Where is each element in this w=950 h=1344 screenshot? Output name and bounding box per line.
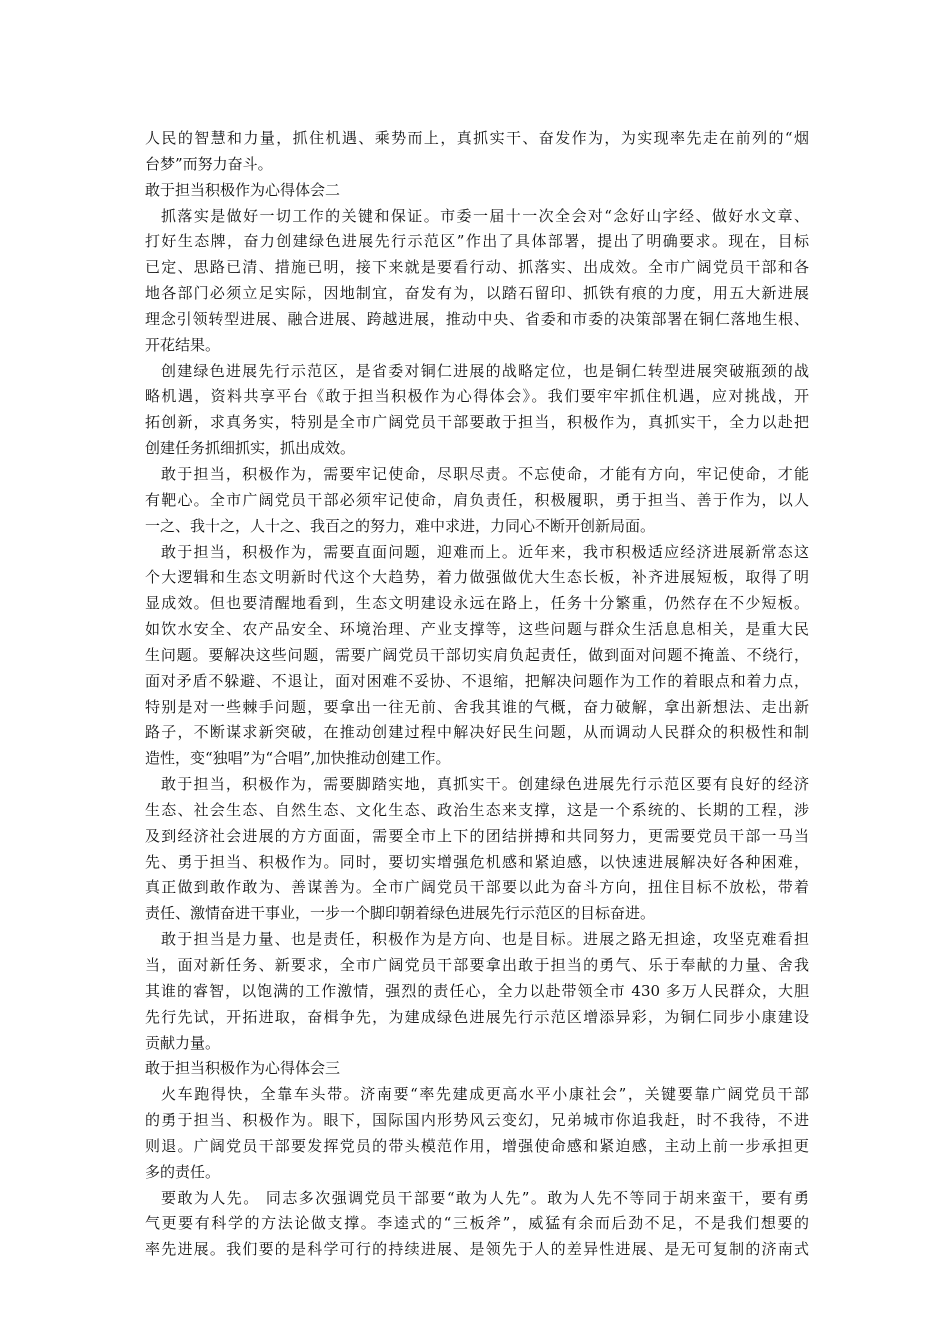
text-line: 创建任务抓细抓实，抓出成效。 bbox=[145, 439, 356, 458]
paragraph-first-line: 抓落实是做好一切工作的关键和保证。市委一届十一次全会对“念好山字经、做好水文章、 bbox=[161, 206, 809, 225]
text-line: 敢于担当积极作为心得体会三 bbox=[145, 1059, 341, 1078]
document-page bbox=[145, 126, 809, 1263]
text-line: 先、勇于担当、积极作为。同时，要切实增强危机感和紧迫感，以快速进展解决好各种困难， bbox=[145, 852, 809, 871]
text-line: 气更要有科学的方法论做支撑。李逵式的“三板斧”，威猛有余而后劲不足，不是我们想要的 bbox=[145, 1214, 809, 1233]
paragraph-first-line: 敢于担当是力量、也是责任，积极作为是方向、也是目标。进展之路无担途，攻坚克难看担 bbox=[161, 930, 809, 949]
text-line: 地各部门必须立足实际，因地制宜，奋发有为，以踏石留印、抓铁有痕的力度，用五大新进展 bbox=[145, 284, 809, 303]
text-line: 敢于担当积极作为心得体会二 bbox=[145, 180, 341, 199]
text-line: 及到经济社会进展的方方面面，需要全市上下的团结拼搏和共同努力，更需要党员干部一马当 bbox=[145, 826, 809, 845]
text-line: 生问题。要解决这些问题，需要广阔党员干部切实肩负起责任，做到面对问题不掩盖、不绕行， bbox=[145, 645, 809, 664]
text-line: 造性，变“独唱”为“合唱”,加快推动创建工作。 bbox=[145, 749, 451, 768]
text-line: 显成效。但也要清醒地看到，生态文明建设永远在路上，任务十分繁重，仍然存在不少短板。 bbox=[145, 594, 809, 613]
text-line: 略机遇，资料共享平台《敢于担当积极作为心得体会》。我们要牢牢抓住机遇，应对挑战，开 bbox=[145, 387, 809, 406]
text-line: 率先进展。我们要的是科学可行的持续进展、是领先于人的差异性进展、是无可复制的济南式 bbox=[145, 1240, 809, 1259]
text-line: 已定、思路已清、措施已明，接下来就是要看行动、抓落实、出成效。全市广阔党员干部和各 bbox=[145, 258, 809, 277]
text-line: 当，面对新任务、新要求，全市广阔党员干部要拿出敢于担当的勇气、乐于奉献的力量、舍我 bbox=[145, 956, 809, 974]
text-line: 路子，不断谋求新突破，在推动创建过程中解决好民生问题，从而调动人民群众的积极性和制 bbox=[145, 723, 809, 742]
text-line: 打好生态牌，奋力创建绿色进展先行示范区”作出了具体部署，提出了明确要求。现在，目标 bbox=[145, 232, 809, 251]
text-line: 则退。广阔党员干部要发挥党员的带头模范作用，增强使命感和紧迫感，主动上前一步承担更 bbox=[145, 1136, 809, 1155]
text-line: 先行先试，开拓进取，奋楫争先，为建成绿色进展先行示范区增添异彩，为铜仁同步小康建设 bbox=[145, 1007, 809, 1026]
paragraph-first-line: 敢于担当，积极作为，需要直面问题，迎难而上。近年来，我市积极适应经济进展新常态这 bbox=[161, 542, 809, 561]
text-line: 个大逻辑和生态文明新时代这个大趋势，着力做强做优大生态长板，补齐进展短板，取得了明 bbox=[145, 568, 809, 587]
paragraph-first-line: 火车跑得快，全靠车头带。济南要“率先建成更高水平小康社会”，关键要靠广阔党员干部 bbox=[161, 1085, 809, 1104]
text-line: 一之、我十之，人十之、我百之的努力，难中求进，力同心不断开创新局面。 bbox=[145, 516, 656, 535]
paragraph-first-line: 敢于担当，积极作为，需要牢记使命，尽职尽责。不忘使命，才能有方向，牢记使命，才能 bbox=[161, 464, 809, 483]
paragraph-first-line: 要敢为人先。 同志多次强调党员干部要“敢为人先”。敢为人先不等同于胡来蛮干，要有勇 bbox=[161, 1188, 809, 1207]
text-line: 面对矛盾不躲避、不退让，面对困难不妥协、不退缩，把解决问题作为工作的着眼点和着力点， bbox=[145, 671, 809, 690]
paragraph-first-line: 创建绿色进展先行示范区，是省委对铜仁进展的战略定位，也是铜仁转型进展突破瓶颈的战 bbox=[161, 361, 809, 380]
text-line: 贡献力量。 bbox=[145, 1033, 221, 1052]
text-line: 其谁的睿智，以饱满的工作激情，强烈的责任心，全力以赴带领全市 430 多万人民群众，大胆 bbox=[145, 981, 809, 1000]
paragraph-first-line: 敢于担当，积极作为，需要脚踏实地，真抓实干。创建绿色进展先行示范区要有良好的经济 bbox=[161, 775, 809, 794]
text-line: 台梦”而努力奋斗。 bbox=[145, 154, 273, 173]
text-line: 拓创新，求真务实，特别是全市广阔党员干部要敢于担当，积极作为，真抓实干，全力以赴把 bbox=[145, 413, 809, 432]
text-line: 的勇于担当、积极作为。眼下，国际国内形势风云变幻，兄弟城市你追我赶，时不我待，不进 bbox=[145, 1111, 809, 1130]
text-line: 特别是对一些棘手问题，要拿出一往无前、舍我其谁的气概，奋力破解，拿出新想法、走出新 bbox=[145, 697, 809, 716]
text-line: 开花结果。 bbox=[145, 335, 221, 354]
text-line: 理念引领转型进展、融合进展、跨越进展，推动中央、省委和市委的决策部署在铜仁落地生根、 bbox=[145, 309, 809, 328]
text-line: 人民的智慧和力量，抓住机遇、乘势而上，真抓实干、奋发作为，为实现率先走在前列的“烟 bbox=[145, 129, 809, 147]
text-line: 生态、社会生态、自然生态、文化生态、政治生态来支撑，这是一个系统的、长期的工程，涉 bbox=[145, 800, 809, 819]
text-line: 多的责任。 bbox=[145, 1162, 221, 1181]
text-line: 责任、激情奋进干事业，一步一个脚印朝着绿色进展先行示范区的目标奋进。 bbox=[145, 904, 656, 923]
text-line: 真正做到敢作敢为、善谋善为。全市广阔党员干部要以此为奋斗方向，扭住目标不放松，带着 bbox=[145, 878, 809, 897]
text-line: 如饮水安全、农产品安全、环境治理、产业支撑等，这些问题与群众生活息息相关，是重大民 bbox=[145, 620, 809, 639]
text-line: 有靶心。全市广阔党员干部必须牢记使命，肩负责任，积极履职，勇于担当、善于作为，以人 bbox=[145, 490, 809, 509]
